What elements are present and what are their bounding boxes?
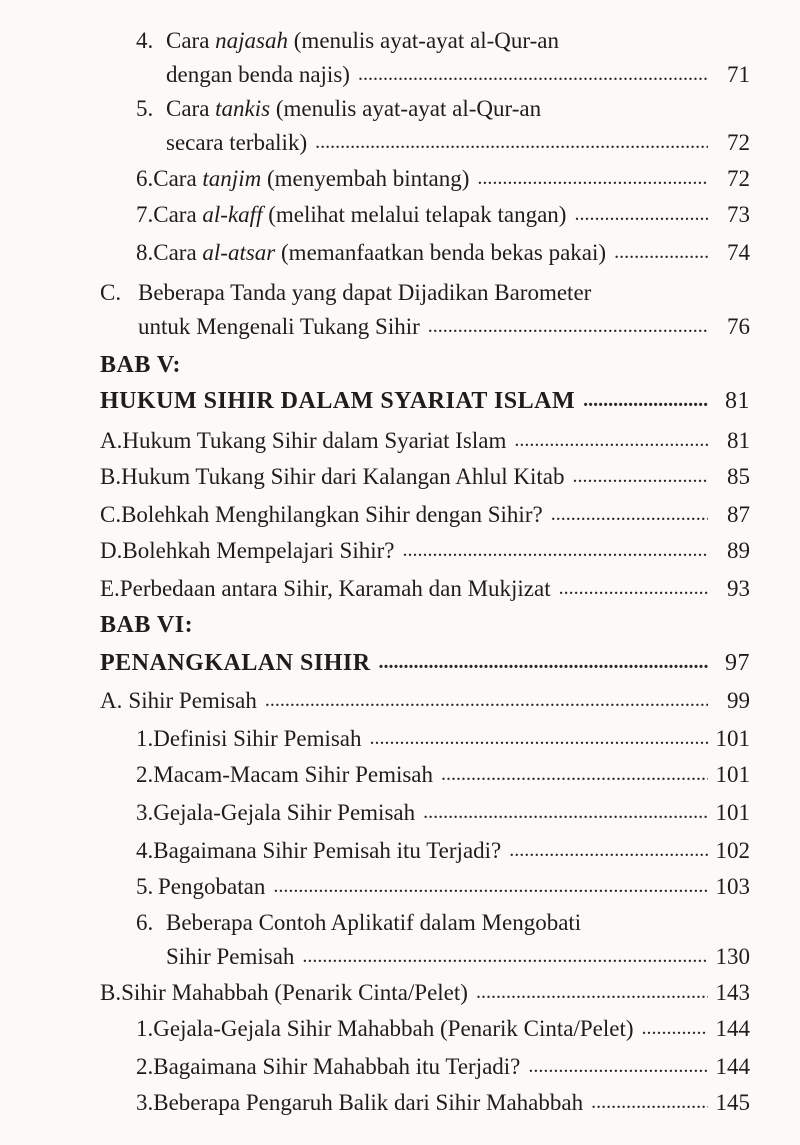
- entry-number: 6.: [136, 166, 154, 191]
- entry-title-line1: Beberapa Tanda yang dapat Dijadikan Barometer: [138, 280, 592, 305]
- page-number: 101: [715, 726, 750, 751]
- entry-title: Gejala-Gejala Sihir Pemisah: [153, 800, 416, 825]
- page-number: 81: [727, 428, 750, 453]
- toc-entry: [136, 1012, 750, 1046]
- entry-title: Hukum Tukang Sihir dalam Syariat Islam: [122, 428, 507, 453]
- page-number: 145: [715, 1090, 750, 1115]
- entry-title: Bolehkah Menghilangkan Sihir dengan Sihir?: [121, 502, 543, 527]
- chapter-label: BAB V:: [100, 352, 182, 378]
- chapter-title-text: HUKUM SIHIR DALAM SYARIAT ISLAM: [100, 388, 576, 414]
- dot-leader: [572, 466, 708, 486]
- entry-title: Bagaimana Sihir Mahabbah itu Terjadi?: [153, 1054, 521, 1079]
- toc-entry: [136, 1086, 750, 1120]
- page-number: 144: [715, 1054, 750, 1079]
- dot-leader: [551, 504, 708, 524]
- entry-title: Beberapa Pengaruh Balik dari Sihir Mahabbah: [153, 1090, 584, 1115]
- entry-title: Bolehkah Mempelajari Sihir?: [122, 538, 395, 563]
- entry-number: 3.: [136, 1090, 154, 1115]
- entry-title-line2: untuk Mengenali Tukang Sihir: [138, 314, 420, 339]
- chapter-title-text: PENANGKALAN SIHIR: [100, 650, 371, 676]
- dot-leader: [379, 652, 708, 672]
- dot-leader: [441, 764, 708, 784]
- dot-leader: [528, 1056, 708, 1076]
- entry-title-line2: Sihir Pemisah: [166, 944, 295, 969]
- page-number: 73: [727, 202, 750, 227]
- toc-entry: [100, 684, 750, 718]
- page-number: 76: [727, 314, 750, 339]
- toc-entry: [136, 834, 750, 868]
- dot-leader: [370, 728, 708, 748]
- entry-title: Sihir Mahabbah (Penarik Cinta/Pelet): [121, 980, 468, 1005]
- entry-title: Gejala-Gejala Sihir Mahabbah (Penarik Cinta/Pelet): [153, 1016, 634, 1041]
- entry-number: 4.: [136, 28, 154, 53]
- entry-letter: C.: [100, 502, 122, 527]
- page-number: 130: [715, 944, 750, 969]
- toc-entry: [136, 198, 750, 232]
- toc-entry: [136, 92, 750, 160]
- entry-number: 5.: [136, 96, 154, 121]
- entry-number: 5.: [136, 874, 154, 899]
- entry-title: Bagaimana Sihir Pemisah itu Terjadi?: [153, 838, 502, 863]
- dot-leader: [315, 132, 708, 152]
- dot-leader: [265, 690, 708, 710]
- page-number: 144: [715, 1016, 750, 1041]
- dot-leader: [402, 540, 708, 560]
- dot-leader: [614, 242, 708, 262]
- page-number: 72: [727, 166, 750, 191]
- page-number: 101: [715, 762, 750, 787]
- toc-entry: [100, 424, 750, 458]
- toc-entry: [136, 162, 750, 196]
- entry-title-line2: secara terbalik): [166, 130, 308, 155]
- page-number: 74: [727, 240, 750, 265]
- page-number: 97: [725, 650, 750, 676]
- toc-entry: [100, 572, 750, 606]
- toc-entry: [136, 796, 750, 830]
- toc-entry: [136, 870, 750, 904]
- page-number: 102: [715, 838, 750, 863]
- entry-title-line1: Beberapa Contoh Aplikatif dalam Mengobati: [166, 910, 582, 935]
- toc-entry: [136, 722, 750, 756]
- entry-letter: A.: [100, 688, 123, 713]
- toc-entry: [136, 24, 750, 92]
- chapter-title: [100, 384, 750, 418]
- page-number: 72: [727, 130, 750, 155]
- toc-entry: [100, 460, 750, 494]
- entry-number: 6.: [136, 910, 154, 935]
- page-number: 93: [727, 576, 750, 601]
- toc-entry: [100, 534, 750, 568]
- page-number: 81: [725, 388, 750, 414]
- page-number: 99: [727, 688, 750, 713]
- toc-entry: [136, 906, 750, 974]
- entry-number: 8.: [136, 240, 154, 265]
- entry-title: Definisi Sihir Pemisah: [153, 726, 362, 751]
- toc-entry: [136, 1050, 750, 1084]
- chapter-title: [100, 646, 750, 680]
- entry-title: Perbedaan antara Sihir, Karamah dan Mukjizat: [119, 576, 551, 601]
- entry-title: Pengobatan: [158, 874, 266, 899]
- page-number: 89: [727, 538, 750, 563]
- entry-letter: B.: [100, 980, 122, 1005]
- entry-title: Cara al-kaff (melihat melalui telapak tangan): [153, 202, 567, 227]
- chapter-label: BAB VI:: [100, 612, 194, 638]
- entry-letter: B.: [100, 464, 122, 489]
- dot-leader: [358, 64, 708, 84]
- dot-leader: [273, 876, 708, 896]
- dot-leader: [423, 802, 708, 822]
- entry-number: 2.: [136, 762, 154, 787]
- entry-letter: C.: [100, 280, 122, 305]
- entry-number: 4.: [136, 838, 154, 863]
- entry-title: Sihir Pemisah: [128, 688, 257, 713]
- entry-title-line1: Cara najasah (menulis ayat-ayat al-Qur-an: [166, 28, 559, 53]
- page-number: 85: [727, 464, 750, 489]
- dot-leader: [428, 316, 708, 336]
- dot-leader: [476, 982, 708, 1002]
- toc-entry: [100, 976, 750, 1010]
- toc-entry: [100, 498, 750, 532]
- page-number: 143: [715, 980, 750, 1005]
- dot-leader: [509, 840, 708, 860]
- entry-letter: E.: [100, 576, 120, 601]
- entry-number: 7.: [136, 202, 154, 227]
- dot-leader: [642, 1018, 708, 1038]
- entry-title-line2: dengan benda najis): [166, 62, 350, 87]
- entry-letter: D.: [100, 538, 123, 563]
- page-number: 103: [715, 874, 750, 899]
- entry-title-line1: Cara tankis (menulis ayat-ayat al-Qur-an: [166, 96, 542, 121]
- entry-title: Cara tanjim (menyembah bintang): [153, 166, 470, 191]
- entry-title: Macam-Macam Sihir Pemisah: [153, 762, 434, 787]
- dot-leader: [583, 390, 708, 410]
- entry-number: 1.: [136, 1016, 154, 1041]
- entry-number: 1.: [136, 726, 154, 751]
- page-number: 87: [727, 502, 750, 527]
- entry-number: 2.: [136, 1054, 154, 1079]
- entry-title: Cara al-atsar (memanfaatkan benda bekas pakai): [153, 240, 607, 265]
- toc-entry: [136, 236, 750, 270]
- entry-letter: A.: [100, 428, 123, 453]
- entry-number: 3.: [136, 800, 154, 825]
- dot-leader: [591, 1092, 708, 1112]
- toc-entry: [136, 758, 750, 792]
- dot-leader: [559, 578, 708, 598]
- page-number: 101: [715, 800, 750, 825]
- page-number: 71: [727, 62, 750, 87]
- dot-leader: [574, 204, 708, 224]
- dot-leader: [514, 430, 708, 450]
- dot-leader: [302, 946, 708, 966]
- toc-entry: [100, 276, 750, 344]
- entry-title: Hukum Tukang Sihir dari Kalangan Ahlul Kitab: [121, 464, 565, 489]
- dot-leader: [477, 168, 708, 188]
